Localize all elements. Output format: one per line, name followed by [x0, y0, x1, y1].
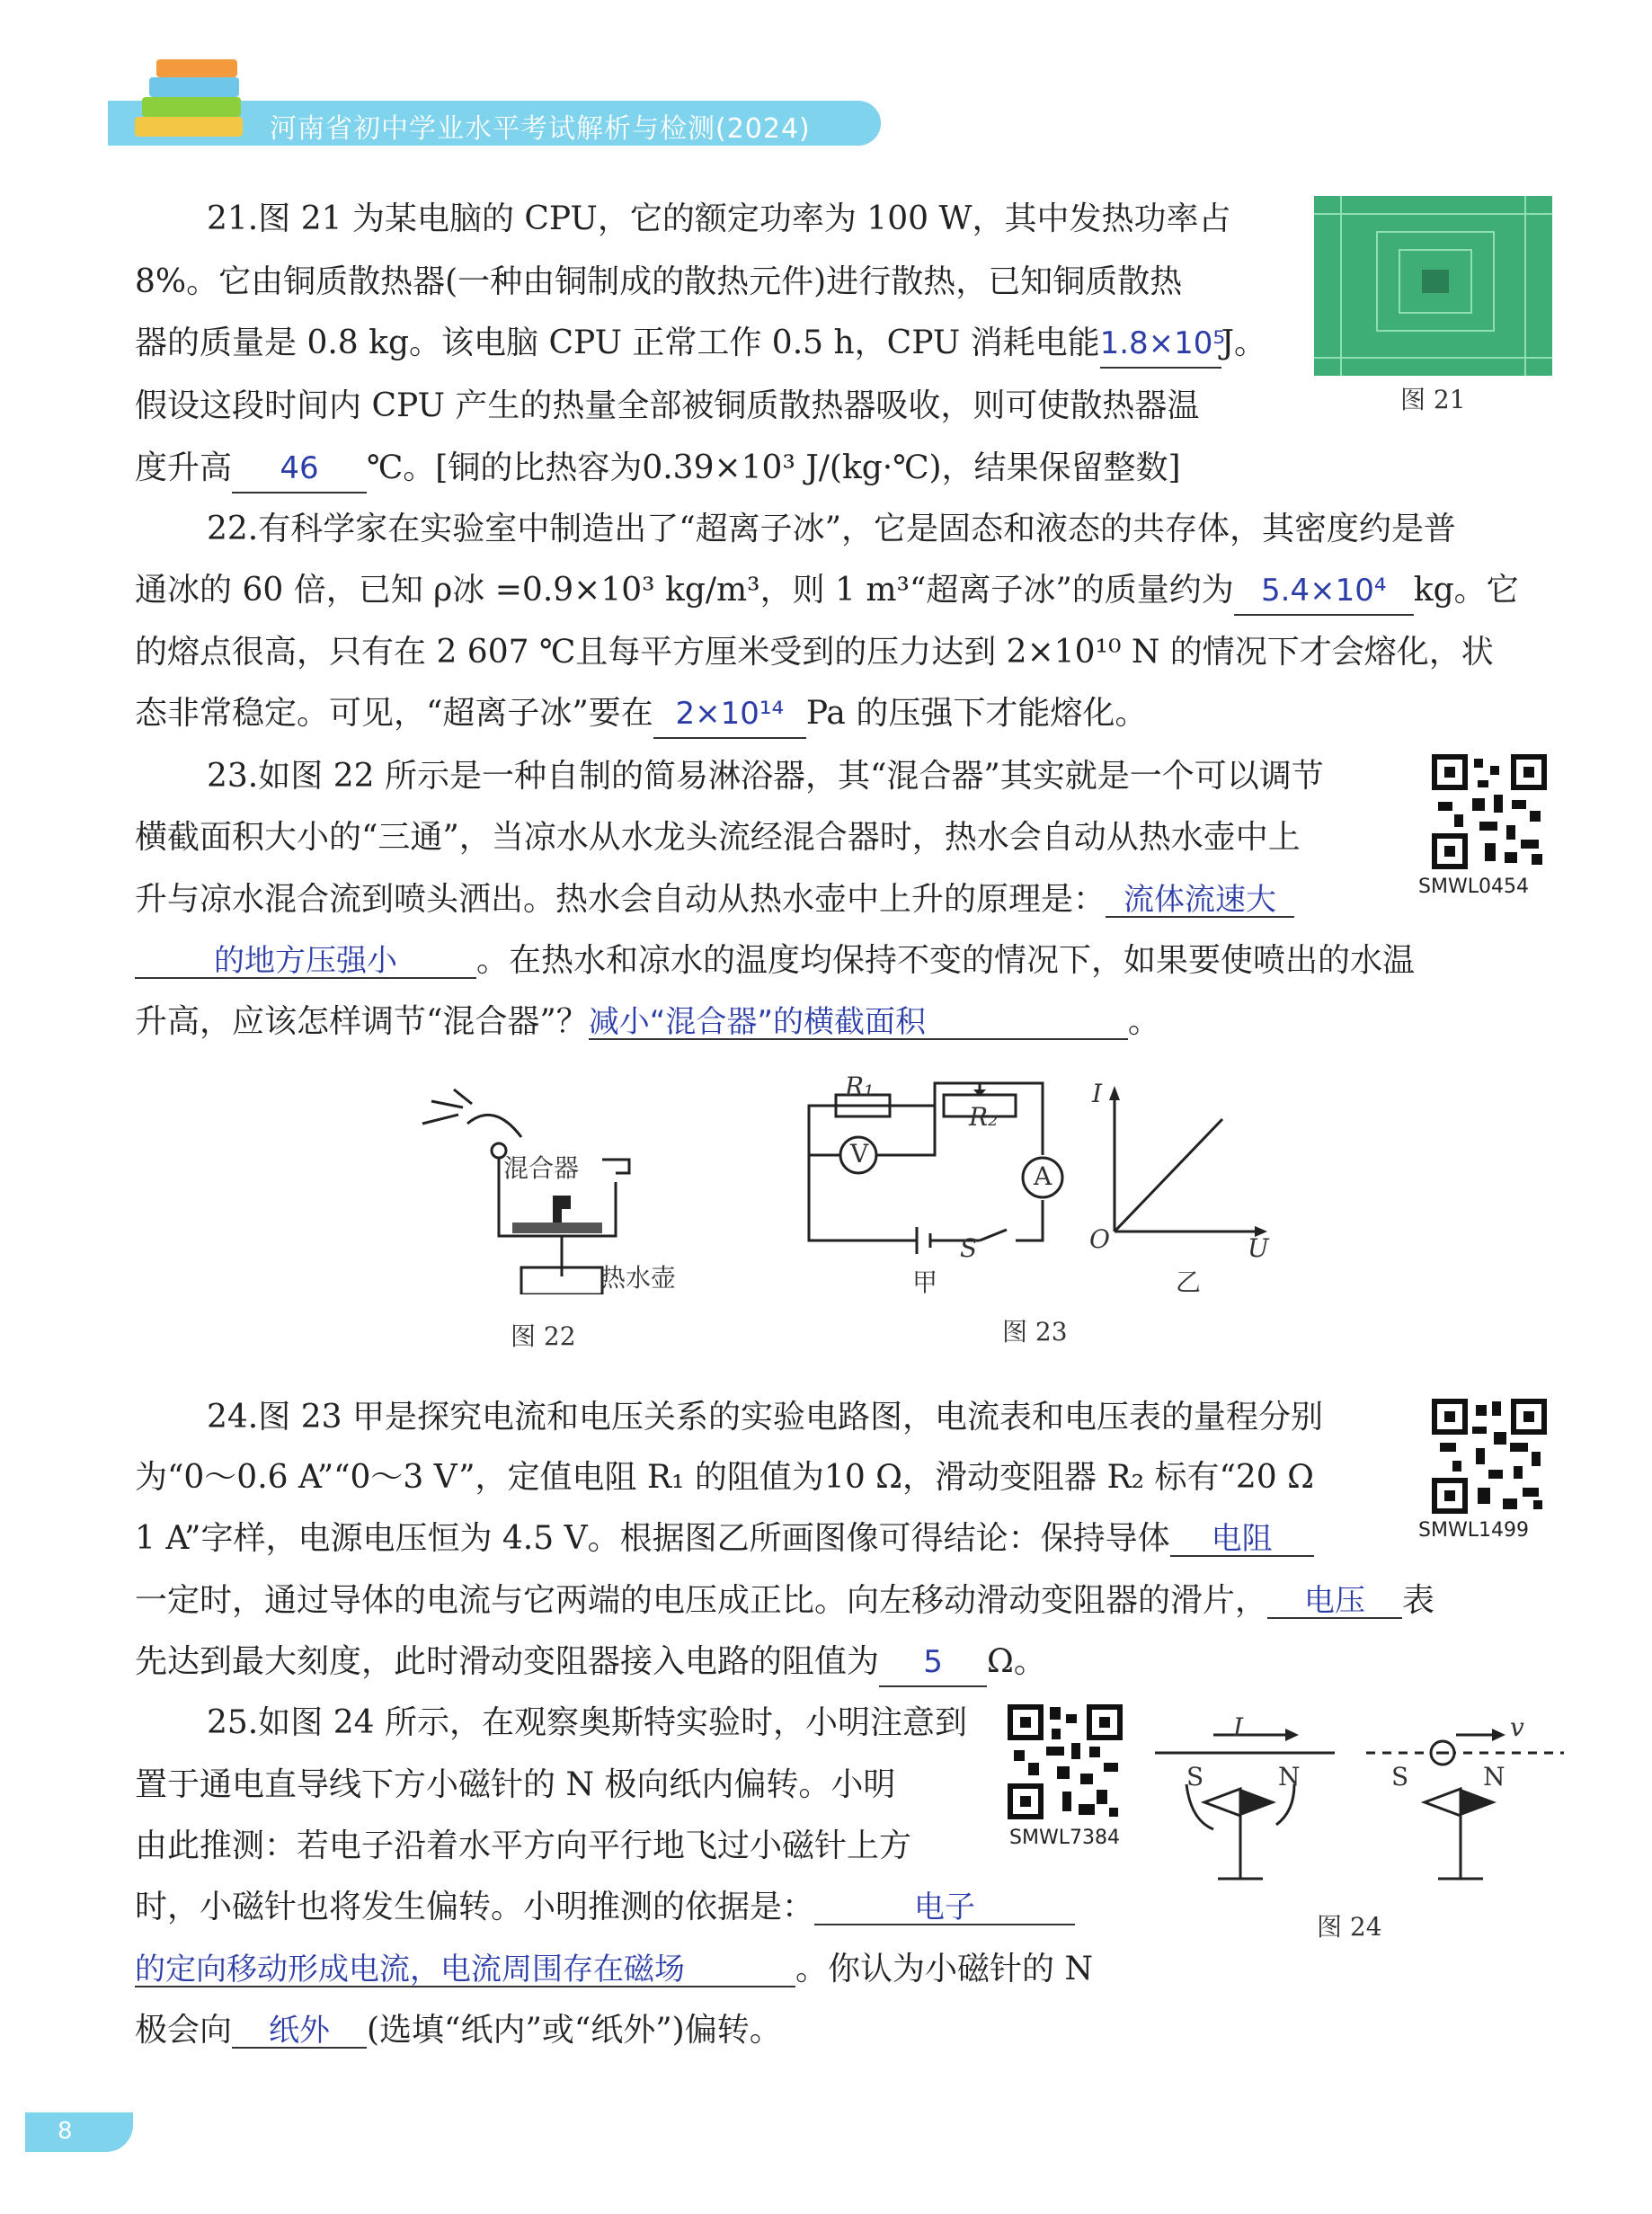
fig24-current-label: I — [1233, 1712, 1244, 1742]
fig23-voltmeter: V — [850, 1139, 869, 1169]
q22-answer2: 2×10¹⁴ — [653, 696, 806, 739]
q23-line3: 升与凉水混合流到喷头洒出。热水会自动从热水壶中上升的原理是： 流体流速大 — [135, 874, 1294, 920]
fig23-yi: 乙 — [1176, 1267, 1202, 1297]
q23-line4: 的地方压强小 。在热水和凉水的温度均保持不变的情况下，如果要使喷出的水温 — [135, 935, 1415, 981]
q25-line4: 时，小磁针也将发生偏转。小明推测的依据是： 电子 — [135, 1881, 1075, 1927]
fig24-n-right: N — [1483, 1762, 1505, 1792]
page-number: 8 — [58, 2118, 73, 2145]
fig23-ammeter: A — [1034, 1161, 1052, 1191]
q25-line5: 的定向移动形成电流，电流周围存在磁场 。你认为小磁针的 N — [135, 1943, 1093, 1989]
qr-code-q25 — [1007, 1703, 1124, 1820]
q25-answer2: 纸外 — [232, 2005, 367, 2049]
q25-line3: 由此推测：若电子沿着水平方向平行地飞过小磁针上方 — [135, 1827, 912, 1864]
fig24-velocity-label: v — [1510, 1712, 1524, 1742]
q24-line3: 1 A”字样，电源电压恒为 4.5 V。根据图乙所画图像可得结论：保持导体 电阻 — [135, 1513, 1314, 1559]
q21-line1: 21.图 21 为某电脑的 CPU，它的额定功率为 100 W，其中发热功率占 — [207, 200, 1231, 237]
q25-answer1b: 的定向移动形成电流，电流周围存在磁场 — [135, 1944, 795, 1987]
q22-line4: 态非常稳定。可见，“超离子冰”要在 2×10¹⁴ Pa 的压强下才能熔化。 — [135, 688, 1147, 739]
q23-answer1a: 流体流速大 — [1106, 875, 1294, 918]
q21-line3: 器的质量是 0.8 kg。该电脑 CPU 正常工作 0.5 h，CPU 消耗电能1.8×10⁵J。 — [135, 317, 1266, 369]
q23-line1: 23.如图 22 所示是一种自制的简易淋浴器，其“混合器”其实就是一个可以调节 — [207, 758, 1324, 795]
q24-line4: 一定时，通过导体的电流与它两端的电压成正比。向左移动滑动变阻器的滑片， 电压 表 — [135, 1575, 1434, 1621]
fig24-n-left: N — [1278, 1762, 1301, 1792]
qr-label-q25: SMWL7384 — [1009, 1827, 1120, 1849]
q24-answer3: 5 — [879, 1644, 987, 1687]
q22-line1: 22.有科学家在实验室中制造出了“超离子冰”，它是固态和液态的共存体，其密度约是普 — [207, 511, 1457, 547]
cpu-photo — [1314, 196, 1552, 376]
fig24-caption: 图 24 — [1317, 1912, 1382, 1942]
fig22-caption: 图 22 — [511, 1321, 576, 1351]
q22-answer1: 5.4×10⁴ — [1234, 573, 1414, 616]
qr-label-q24: SMWL1499 — [1418, 1519, 1529, 1542]
qr-code-q23 — [1431, 753, 1548, 870]
q22-line3: 的熔点很高，只有在 2 607 ℃且每平方厘米受到的压力达到 2×10¹⁰ N 的情况下才会熔化，状 — [135, 634, 1494, 671]
q21-line4: 假设这段时间内 CPU 产生的热量全部被铜质散热器吸收，则可使散热器温 — [135, 387, 1200, 424]
fig23-switch: S — [960, 1233, 978, 1263]
fig23-jia: 甲 — [912, 1267, 938, 1297]
fig23-r1: R₁ — [845, 1071, 875, 1101]
q21-line2: 8%。它由铜质散热器(一种由铜制成的散热元件)进行散热，已知铜质散热 — [135, 263, 1183, 300]
q25-line2: 置于通电直导线下方小磁针的 N 极向纸内偏转。小明 — [135, 1766, 896, 1803]
qr-label-q23: SMWL0454 — [1418, 876, 1529, 898]
books-icon — [126, 54, 261, 153]
fig21-caption: 图 21 — [1400, 385, 1466, 414]
q25-answer1a: 电子 — [814, 1882, 1075, 1925]
header-title: 河南省初中学业水平考试解析与检测(2024) — [270, 113, 811, 145]
q22-line2: 通冰的 60 倍，已知 ρ冰 =0.9×10³ kg/m³，则 1 m³“超离子冰”的质量约为 5.4×10⁴ kg。它 — [135, 565, 1519, 616]
fig23-axis-u: U — [1248, 1233, 1269, 1263]
q23-answer2: 减小“混合器”的横截面积 — [589, 997, 1128, 1040]
fig24-s-left: S — [1186, 1762, 1204, 1792]
q21-answer2: 46 — [232, 450, 367, 493]
q21-line5: 度升高 46 ℃。[铜的比热容为0.39×10³ J/(kg·℃)，结果保留整数] — [135, 442, 1181, 493]
fig23-origin: O — [1089, 1224, 1110, 1254]
q21-answer1: 1.8×10⁵ — [1100, 325, 1221, 369]
q25-line1: 25.如图 24 所示，在观察奥斯特实验时，小明注意到 — [207, 1704, 967, 1741]
q25-line6: 极会向 纸外 (选填“纸内”或“纸外”)偏转。 — [135, 2005, 782, 2050]
q23-line5: 升高，应该怎样调节“混合器”？减小“混合器”的横截面积 。 — [135, 996, 1160, 1042]
fig24-s-right: S — [1391, 1762, 1409, 1792]
q24-line2: 为“0～0.6 A”“0～3 V”，定值电阻 R₁ 的阻值为10 Ω，滑动变阻器 R₂ 标有“20 Ω — [135, 1459, 1314, 1496]
q24-line1: 24.图 23 甲是探究电流和电压关系的实验电路图，电流表和电压表的量程分别 — [207, 1399, 1323, 1436]
fig23-axis-i: I — [1092, 1079, 1103, 1108]
q24-answer1: 电阻 — [1170, 1514, 1314, 1557]
fig22-label-mixer: 混合器 — [503, 1153, 580, 1183]
q24-line5: 先达到最大刻度，此时滑动变阻器接入电路的阻值为 5 Ω。 — [135, 1636, 1046, 1687]
page-number-tab — [25, 2112, 133, 2152]
fig23-graph — [1088, 1079, 1267, 1249]
q24-answer2: 电压 — [1267, 1576, 1402, 1619]
fig24-oersted — [1150, 1712, 1564, 1910]
fig23-r2: R₂ — [969, 1102, 999, 1132]
fig23-caption: 图 23 — [1002, 1317, 1068, 1347]
qr-code-q24 — [1431, 1398, 1548, 1515]
fig22-label-kettle: 热水壶 — [600, 1263, 677, 1293]
q23-line2: 横截面积大小的“三通”，当凉水从水龙头流经混合器时，热水会自动从热水壶中上 — [135, 819, 1301, 856]
q23-answer1b: 的地方压强小 — [135, 936, 476, 979]
